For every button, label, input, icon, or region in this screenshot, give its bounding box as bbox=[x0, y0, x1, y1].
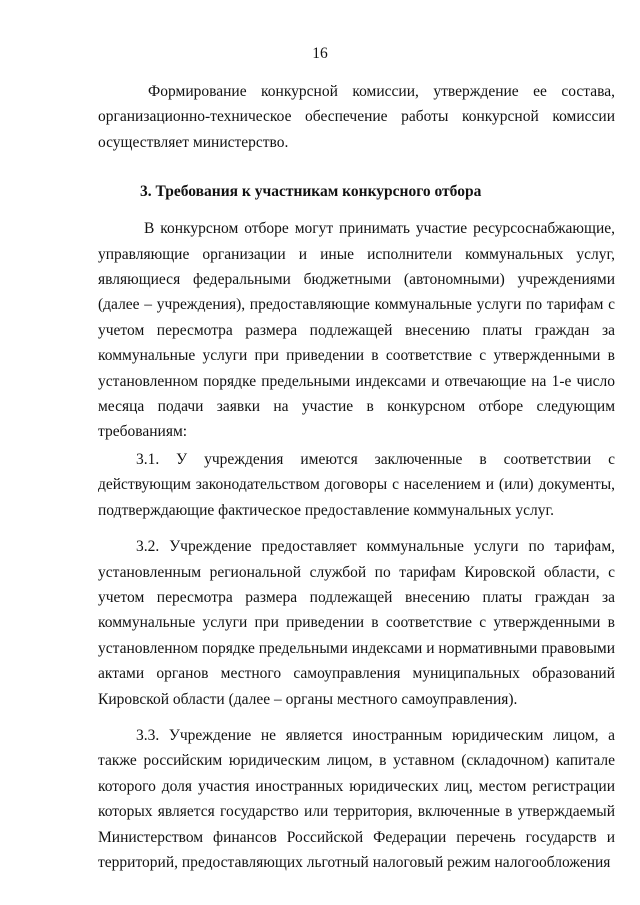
paragraph-3-1: 3.1. У учреждения имеются заключенные в соответствии с действующим законодательством договоры с населением и (или) документы, подтверждающие фактическое предоставление коммунальных услуг. bbox=[98, 450, 615, 519]
paragraph-3-3: 3.3. Учреждение не является иностранным юридическим лицом, а также российским юридическим лицом, в уставном (складочном) капитале которого доля участия иностранных юридических лиц, местом регистрации которых является государство или территория, включенные в утверждаемый Министерством финансов Российской Федерации перечень государств и территорий, предоставляющих льготный налоговый режим налогообложения bbox=[98, 726, 615, 871]
section-heading: 3. Требования к участникам конкурсного отбора bbox=[140, 183, 482, 201]
spacer bbox=[98, 204, 615, 216]
paragraph-commission: Формирование конкурсной комиссии, утверждение ее состава, организационно-техническое обеспечение работы конкурсной комиссии осуществляет министерство. bbox=[98, 83, 615, 151]
page-number: 16 bbox=[312, 45, 328, 62]
spacer bbox=[98, 155, 615, 179]
paragraph-participants: В конкурсном отборе могут принимать участие ресурсоснабжающие, управляющие организации и иные исполнители коммунальных услуг, являющиеся федеральными бюджетными (автономными) учреждениями (далее – учреждения), предоставляющие коммунальные услуги по тарифам с учетом пересмотра размера подлежащей внесению платы граждан за коммунальные услуги при приведении в соответствие с утвержденными в установленном порядке предельными индексами и отвечающие на 1-е число месяца подачи заявки на участие в конкурсном отборе следующим требованиям: bbox=[98, 220, 615, 441]
document-body bbox=[98, 79, 615, 875]
paragraph-3-2: 3.2. Учреждение предоставляет коммунальные услуги по тарифам, установленным региональной службой по тарифам Кировской области, с учетом пересмотра размера подлежащей внесению платы граждан за коммунальные услуги при приведении в соответствие с утвержденными в установленном порядке предельными индексами и нормативными правовыми актами органов местного самоуправления муниципальных образований Кировской области (далее – органы местного самоуправления). bbox=[98, 538, 615, 708]
